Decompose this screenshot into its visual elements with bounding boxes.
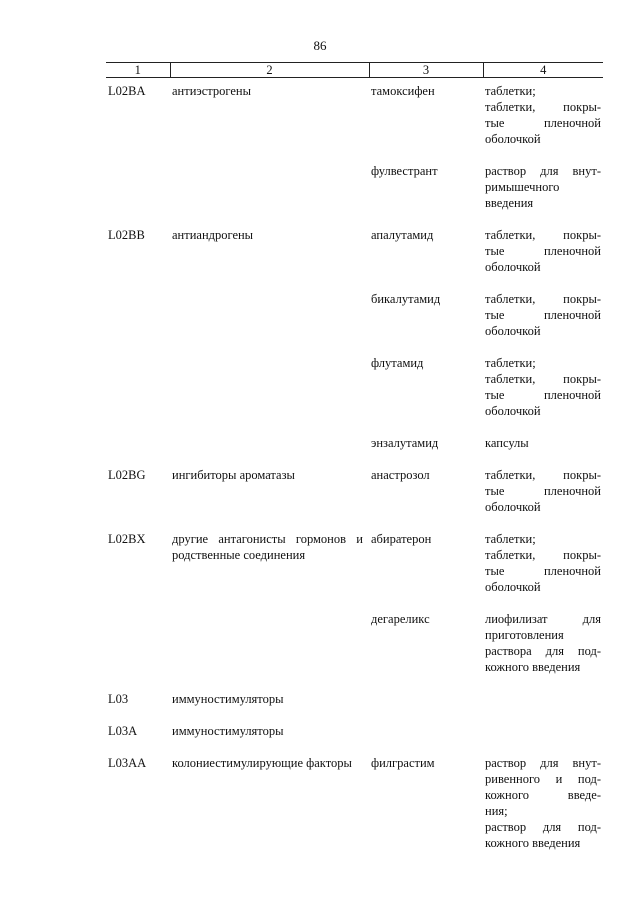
atc-code-cell (106, 595, 170, 675)
drug-name-cell: тамоксифен (371, 84, 435, 98)
column-header-3: 3 (369, 63, 483, 78)
drug-name-cell: фулвестрант (371, 164, 438, 178)
dosage-form-line: таблетки; (485, 532, 536, 546)
group-name-cell (170, 595, 369, 675)
table-row (106, 451, 603, 515)
dosage-forms-cell (483, 595, 603, 675)
dosage-form-line: тые пленочной (485, 244, 601, 258)
atc-code-cell: L02BG (108, 468, 146, 482)
dosage-form-line: лиофилизат для (485, 612, 601, 626)
dosage-form-line: оболочкой (485, 580, 541, 594)
dosage-form-line: оболочкой (485, 132, 541, 146)
atc-code-cell (106, 147, 170, 211)
dosage-form-line: таблетки, покры- (485, 468, 601, 482)
drug-table (106, 62, 603, 851)
dosage-form-line: таблетки, покры- (485, 100, 601, 114)
group-name-cell (170, 275, 369, 339)
dosage-forms-cell (483, 675, 603, 707)
dosage-forms-cell (483, 339, 603, 419)
table-row (106, 339, 603, 419)
atc-code-cell: L02BB (108, 228, 145, 242)
drug-name-cell (369, 707, 483, 739)
dosage-form-line: оболочкой (485, 404, 541, 418)
table-header-row (106, 63, 603, 78)
dosage-forms-cell (483, 275, 603, 339)
drug-name-cell: энзалутамид (371, 436, 439, 450)
atc-code-cell: L02BA (108, 84, 146, 98)
dosage-form-line: капсулы (485, 436, 529, 450)
dosage-form-line: оболочкой (485, 500, 541, 514)
dosage-form-line: тые пленочной (485, 116, 601, 130)
dosage-form-line: тые пленочной (485, 308, 601, 322)
drug-name-cell: анастрозол (371, 468, 430, 482)
dosage-forms-cell (483, 78, 603, 148)
dosage-form-line: раствор для внут- (485, 756, 601, 770)
dosage-form-line: введения (485, 196, 534, 210)
drug-name-cell: абиратерон (371, 532, 432, 546)
atc-code-cell: L03AA (108, 756, 147, 770)
dosage-form-line: ривенного и под- (485, 772, 601, 786)
dosage-form-line: римышечного (485, 180, 560, 194)
dosage-form-line: таблетки, покры- (485, 372, 601, 386)
group-name-cell: антиэстрогены (172, 84, 252, 98)
table-row (106, 211, 603, 275)
atc-code-cell (106, 275, 170, 339)
drug-name-cell: дегареликс (371, 612, 430, 626)
dosage-form-line: кожного введе- (485, 788, 601, 802)
drug-name-cell: бикалутамид (371, 292, 441, 306)
dosage-forms-cell (483, 515, 603, 595)
dosage-form-line: приготовления (485, 628, 564, 642)
dosage-form-line: таблетки; (485, 84, 536, 98)
drug-name-cell: флутамид (371, 356, 424, 370)
table-body (106, 78, 603, 852)
drug-name-cell: филграстим (371, 756, 435, 770)
drug-name-cell (369, 675, 483, 707)
dosage-form-line: тые пленочной (485, 388, 601, 402)
dosage-forms-cell (483, 739, 603, 851)
dosage-form-line: таблетки, покры- (485, 548, 601, 562)
dosage-form-line: таблетки, покры- (485, 292, 601, 306)
dosage-form-line: раствор для под- (485, 820, 601, 834)
page-number: 86 (313, 38, 327, 53)
atc-code-cell (106, 339, 170, 419)
dosage-form-line: раствор для внут- (485, 164, 601, 178)
group-name-cell: иммуностимуляторы (172, 692, 284, 706)
group-name-cell (170, 339, 369, 419)
column-header-2: 2 (170, 63, 369, 78)
dosage-forms-cell (483, 707, 603, 739)
group-name-cell: иммуностимуляторы (172, 724, 284, 738)
table-row (106, 515, 603, 595)
column-header-4: 4 (483, 63, 603, 78)
atc-code-cell: L02BX (108, 532, 146, 546)
dosage-form-line: оболочкой (485, 260, 541, 274)
dosage-form-line: раствора для под- (485, 644, 601, 658)
table-row (106, 675, 603, 707)
atc-code-cell: L03A (108, 724, 138, 738)
drug-name-cell: апалутамид (371, 228, 434, 242)
dosage-form-line: тые пленочной (485, 564, 601, 578)
table-row (106, 419, 603, 451)
dosage-form-line: оболочкой (485, 324, 541, 338)
table-row (106, 707, 603, 739)
group-name-cell (170, 147, 369, 211)
group-name-cell: другие антагонисты гормонов и родственные соединения (172, 532, 363, 562)
table-row (106, 147, 603, 211)
dosage-forms-cell (483, 451, 603, 515)
table-row (106, 739, 603, 851)
group-name-cell: ингибиторы ароматазы (172, 468, 295, 482)
atc-code-cell: L03 (108, 692, 129, 706)
dosage-form-line: ния; (485, 804, 508, 818)
group-name-cell: антиандрогены (172, 228, 254, 242)
table-row (106, 275, 603, 339)
dosage-form-line: кожного введения (485, 836, 581, 850)
dosage-form-line: таблетки, покры- (485, 228, 601, 242)
column-header-1: 1 (106, 63, 170, 78)
atc-code-cell (106, 419, 170, 451)
table-row (106, 595, 603, 675)
dosage-forms-cell (483, 419, 603, 451)
dosage-forms-cell (483, 211, 603, 275)
group-name-cell: колониестимулирующие факторы (172, 756, 352, 770)
table-row (106, 78, 603, 148)
group-name-cell (170, 419, 369, 451)
dosage-forms-cell (483, 147, 603, 211)
dosage-form-line: тые пленочной (485, 484, 601, 498)
dosage-form-line: таблетки; (485, 356, 536, 370)
dosage-form-line: кожного введения (485, 660, 581, 674)
